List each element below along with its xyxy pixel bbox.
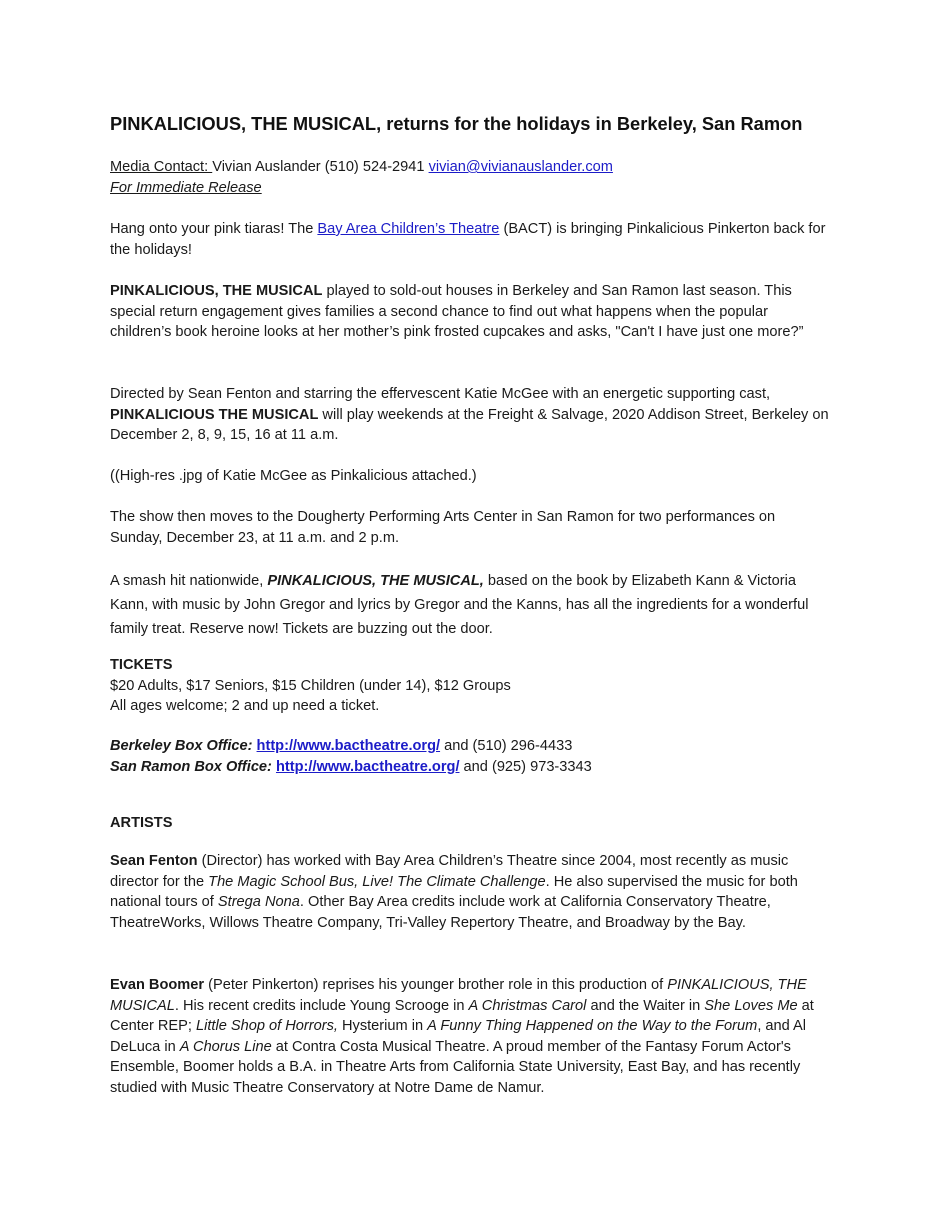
ticket-prices: $20 Adults, $17 Seniors, $15 Children (under 14), $12 Groups [110, 678, 511, 694]
bact-link[interactable]: Bay Area Children’s Theatre [317, 221, 500, 237]
san-ramon-box-office-label: San Ramon Box Office: [110, 759, 272, 775]
berkeley-box-office-phone: and (510) 296-4433 [440, 738, 573, 754]
artists-heading [110, 813, 830, 834]
show-title-bold-italic: PINKALICIOUS, THE MUSICAL, [267, 573, 484, 589]
bio-text: , and Al DeLuca in [110, 1018, 806, 1055]
media-contact-line [110, 157, 830, 178]
paragraph-smash-hit-start: A smash hit nationwide, [110, 573, 268, 589]
bio-show-title: A Funny Thing Happened on the Way to the Forum [427, 1018, 758, 1035]
bio-show-title: The Magic School Bus, Live! The Climate Challenge [208, 873, 546, 890]
san-ramon-box-office [110, 757, 830, 778]
paragraph-directed-end: will play weekends at the Freight & Salvage, 2020 Addison Street, Berkeley on December 2, 8, 9, 15, 16 at 11 a.m. [110, 406, 829, 444]
bio-text: at Center REP; [110, 997, 814, 1035]
berkeley-box-office-link[interactable]: http://www.bactheatre.org/ [256, 738, 441, 754]
paragraph-smash-hit-end: based on the book by Elizabeth Kann & Victoria Kann, with music by John Gregor and lyrics by Gregor and the Kanns, has all the ingredients for a wonderful family treat. Reserve now! Tickets are buzzing out the door. [110, 573, 809, 637]
release-note: For Immediate Release [110, 180, 262, 196]
page-title: PINKALICIOUS, THE MUSICAL, returns for the holidays in Berkeley, San Ramon [110, 113, 803, 134]
tickets-heading [110, 655, 830, 676]
bio-text: Hysterium in [337, 1018, 428, 1035]
bio-show-title: A Christmas Carol [468, 997, 587, 1014]
paragraph-sold-out [110, 281, 830, 343]
bio-show-title: PINKALICIOUS, THE MUSICAL [110, 977, 807, 1014]
paragraph-san-ramon: The show then moves to the Dougherty Performing Arts Center in San Ramon for two performances on Sunday, December 23, at 11 a.m. and 2 p.m. [110, 509, 776, 546]
tickets-heading-text: TICKETS [110, 657, 173, 673]
photo-note: ((High-res .jpg of Katie McGee as Pinkalicious attached.) [110, 468, 477, 484]
intro-paragraph [110, 219, 830, 260]
release-line [110, 178, 830, 199]
media-contact-label: Media Contact: [110, 159, 213, 175]
bio-text: at Contra Costa Musical Theatre. A proud member of the Fantasy Forum Actor's Ensemble, Boomer holds a B.A. in Theatre Arts from California State University, East Bay, and has recently studied with Music Theatre Conservatory at Notre Dame de Namur. [110, 1038, 801, 1096]
bio-text: (Peter Pinkerton) reprises his younger brother role in this production of [204, 977, 668, 993]
bio-text: . His recent credits include Young Scrooge in [174, 997, 469, 1014]
artist-name: Evan Boomer [110, 977, 205, 993]
bio-show-title: Little Shop of Horrors, [195, 1018, 338, 1035]
berkeley-box-office [110, 736, 830, 757]
paragraph-smash-hit [110, 569, 830, 641]
bio-evan-boomer [110, 975, 830, 1099]
intro-text-end: (BACT) is bringing Pinkalicious Pinkerton back for the holidays! [110, 221, 826, 258]
paragraph-directed [110, 384, 830, 446]
bio-sean-fenton [110, 851, 830, 933]
artists-heading-text: ARTISTS [110, 815, 173, 831]
bio-show-title: Strega Nona [217, 894, 300, 911]
bio-text: . He also supervised the music for both national tours of [110, 873, 798, 911]
media-email-link[interactable]: vivian@vivianauslander.com [428, 159, 613, 175]
show-title-bold: PINKALICIOUS, THE MUSICAL [110, 283, 323, 299]
bio-show-title: She Loves Me [704, 997, 798, 1014]
show-title-bold: PINKALICIOUS THE MUSICAL [110, 406, 319, 423]
paragraph-sold-out-text: played to sold-out houses in Berkeley and San Ramon last season. This special return engagement gives families a second chance to find out what happens when the popular children’s book heroine looks at her mother’s pink frosted cupcakes and asks, "Can't I have just one more?” [110, 283, 804, 341]
bio-text: and the Waiter in [586, 997, 705, 1014]
paragraph-directed-start: Directed by Sean Fenton and starring the effervescent Katie McGee with an energetic supporting cast, [110, 386, 771, 402]
san-ramon-box-office-phone: and (925) 973-3343 [459, 759, 592, 775]
berkeley-box-office-label: Berkeley Box Office: [110, 738, 257, 754]
media-contact-info: Vivian Auslander (510) 524-2941 [212, 159, 429, 175]
artist-name: Sean Fenton [110, 853, 198, 869]
san-ramon-box-office-link[interactable]: http://www.bactheatre.org/ [275, 759, 460, 775]
bio-text: . Other Bay Area credits include work at California Conservatory Theatre, TheatreWorks, Willows Theatre Company, Tri-Valley Repertory Theatre, and Broadway by the Bay. [110, 894, 771, 931]
bio-text: (Director) has worked with Bay Area Children’s Theatre since 2004, most recently as music director for the [110, 853, 789, 890]
bio-show-title: A Chorus Line [179, 1038, 272, 1055]
ticket-ages: All ages welcome; 2 and up need a ticket. [110, 698, 380, 714]
intro-text-start: Hang onto your pink tiaras! The [110, 221, 318, 237]
